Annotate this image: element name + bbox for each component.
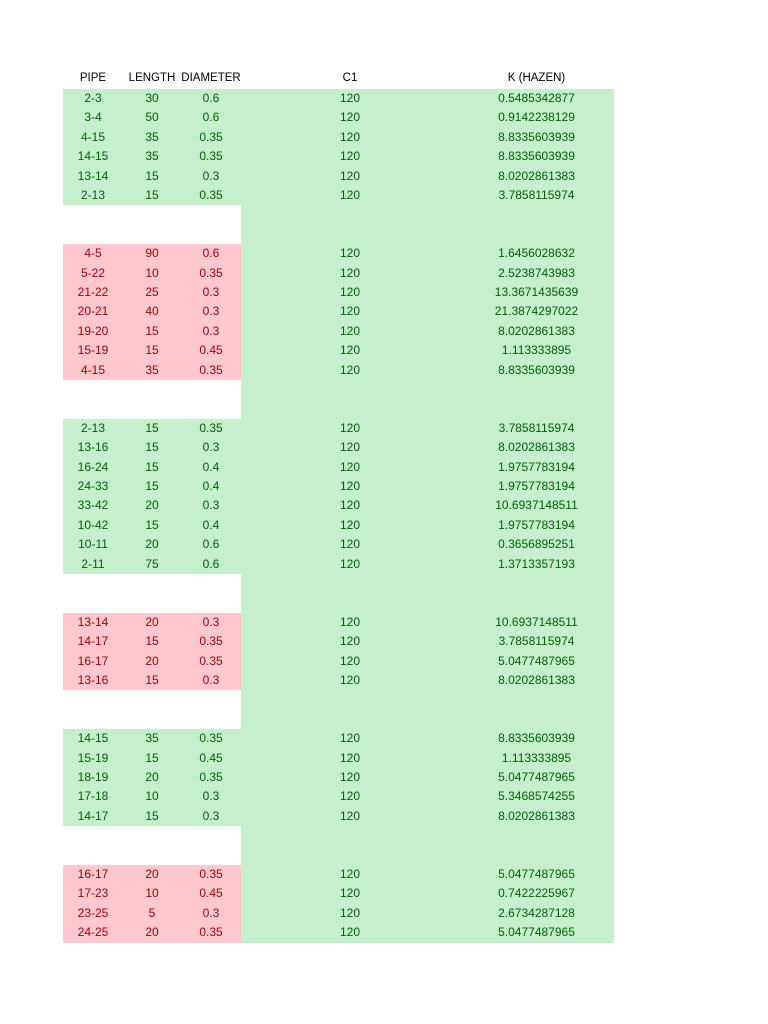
- pipe-cell: 20-21: [77, 304, 109, 319]
- blank-row: [63, 826, 614, 845]
- pipe-cell: 18-19: [77, 770, 109, 784]
- blank-row: [63, 399, 614, 418]
- c1-cell: 120: [339, 265, 361, 280]
- k-hazen-cell: 8.8335603939: [498, 149, 575, 164]
- diameter-cell: 0.35: [199, 731, 223, 746]
- length-cell: 20: [145, 925, 159, 940]
- k-hazen-cell: 13.3671435639: [494, 285, 579, 299]
- blank-row: [63, 690, 614, 709]
- row-fill-left: [63, 574, 241, 593]
- c1-cell: 120: [339, 129, 361, 144]
- diameter-cell: 0.3: [202, 440, 220, 455]
- length-cell: 35: [145, 149, 159, 164]
- k-hazen-cell: 1.9757783194: [498, 459, 575, 474]
- c1-cell: 120: [339, 770, 361, 784]
- diameter-cell: 0.45: [199, 750, 223, 765]
- length-cell: 75: [145, 556, 159, 571]
- length-cell: 35: [145, 129, 159, 144]
- k-hazen-cell: 8.0202861383: [498, 808, 575, 823]
- c1-cell: 120: [339, 750, 361, 765]
- diameter-cell: 0.35: [199, 149, 223, 164]
- length-cell: 15: [145, 479, 159, 493]
- diameter-cell: 0.35: [199, 188, 223, 202]
- k-hazen-cell: 8.0202861383: [498, 440, 575, 455]
- c1-cell: 120: [339, 149, 361, 164]
- c1-cell: 120: [339, 886, 361, 901]
- k-hazen-cell: 8.0202861383: [498, 323, 575, 338]
- length-cell: 15: [145, 459, 159, 474]
- diameter-cell: 0.6: [202, 110, 220, 125]
- row-fill-right: [241, 710, 614, 729]
- table-row: [63, 632, 614, 651]
- row-fill-right: [241, 826, 614, 845]
- pipe-cell: 13-14: [77, 614, 109, 629]
- c1-cell: 120: [339, 634, 361, 649]
- c1-cell: 120: [339, 323, 361, 338]
- length-cell: 15: [145, 343, 159, 358]
- diameter-cell: 0.6: [202, 91, 220, 105]
- row-fill-left: [63, 225, 241, 244]
- blank-row: [63, 846, 614, 865]
- diameter-cell: 0.35: [199, 925, 223, 940]
- c1-cell: 120: [339, 517, 361, 532]
- length-cell: 35: [145, 362, 159, 377]
- pipe-cell: 10-42: [77, 517, 109, 532]
- k-hazen-cell: 3.7858115974: [498, 634, 575, 649]
- k-hazen-cell: 2.6734287128: [498, 905, 575, 920]
- diameter-cell: 0.4: [202, 479, 220, 493]
- table-row: [63, 671, 614, 690]
- pipe-cell: 13-16: [77, 440, 109, 455]
- table-row: [63, 535, 614, 554]
- length-cell: 15: [145, 168, 159, 183]
- length-cell: 15: [145, 517, 159, 532]
- k-hazen-cell: 5.0477487965: [498, 925, 575, 940]
- blank-row: [63, 710, 614, 729]
- length-cell: 15: [145, 673, 159, 687]
- pipe-cell: 4-15: [80, 362, 106, 377]
- header-row: [63, 69, 614, 88]
- row-fill-left: [63, 710, 241, 729]
- length-cell: 20: [145, 537, 159, 552]
- c1-cell: 120: [339, 168, 361, 183]
- c1-cell: 120: [339, 479, 361, 493]
- diameter-cell: 0.35: [199, 362, 223, 377]
- length-cell: 5: [148, 905, 156, 920]
- diameter-cell: 0.3: [202, 498, 220, 513]
- length-cell: 15: [145, 750, 159, 765]
- diameter-cell: 0.3: [202, 905, 220, 920]
- blank-row: [63, 380, 614, 399]
- header-pipe: PIPE: [79, 72, 107, 84]
- pipe-cell: 3-4: [84, 110, 102, 125]
- length-cell: 20: [145, 867, 159, 881]
- table-row: [63, 768, 614, 787]
- diameter-cell: 0.6: [202, 556, 220, 571]
- table-row: [63, 555, 614, 574]
- pipe-cell: 24-25: [77, 925, 109, 940]
- length-cell: 15: [145, 323, 159, 338]
- row-fill-right: [241, 574, 614, 593]
- length-cell: 10: [145, 789, 159, 804]
- c1-cell: 120: [339, 285, 361, 299]
- table-row: [63, 283, 614, 302]
- k-hazen-cell: 8.8335603939: [498, 731, 575, 746]
- table-row: [63, 341, 614, 360]
- pipe-cell: 4-5: [84, 246, 102, 261]
- k-hazen-cell: 10.6937148511: [495, 614, 578, 629]
- diameter-cell: 0.3: [202, 285, 220, 299]
- k-hazen-cell: 21.3874297022: [494, 304, 579, 319]
- table-row: [63, 458, 614, 477]
- length-cell: 15: [145, 420, 159, 435]
- k-hazen-cell: 0.7422225967: [498, 886, 575, 901]
- diameter-cell: 0.3: [202, 168, 220, 183]
- c1-cell: 120: [339, 905, 361, 920]
- diameter-cell: 0.3: [202, 304, 220, 319]
- row-fill-left: [63, 593, 241, 612]
- length-cell: 30: [145, 91, 159, 105]
- k-hazen-cell: 2.5238743983: [498, 265, 575, 280]
- header-diameter: DIAMETER: [181, 72, 241, 84]
- pipe-cell: 23-25: [77, 905, 109, 920]
- table-row: [63, 128, 614, 147]
- c1-cell: 120: [339, 304, 361, 319]
- table-row: [63, 865, 614, 884]
- k-hazen-cell: 3.7858115974: [498, 420, 575, 435]
- pipe-cell: 4-15: [80, 129, 106, 144]
- length-cell: 15: [145, 440, 159, 455]
- diameter-cell: 0.35: [199, 770, 223, 784]
- length-cell: 10: [145, 886, 159, 901]
- table-row: [63, 729, 614, 748]
- length-cell: 35: [145, 731, 159, 746]
- pipe-cell: 33-42: [77, 498, 109, 513]
- pipe-cell: 17-23: [77, 886, 109, 901]
- diameter-cell: 0.3: [202, 808, 220, 823]
- table-row: [63, 884, 614, 903]
- pipe-cell: 16-17: [77, 867, 109, 881]
- diameter-cell: 0.4: [202, 459, 220, 474]
- diameter-cell: 0.3: [202, 673, 220, 687]
- length-cell: 25: [145, 285, 159, 299]
- c1-cell: 120: [339, 614, 361, 629]
- c1-cell: 120: [339, 925, 361, 940]
- k-hazen-cell: 8.8335603939: [498, 362, 575, 377]
- row-fill-right: [241, 846, 614, 865]
- pipe-cell: 14-17: [77, 808, 109, 823]
- row-fill-right: [241, 399, 614, 418]
- table-row: [63, 904, 614, 923]
- diameter-cell: 0.3: [202, 323, 220, 338]
- row-fill-right: [241, 205, 614, 224]
- blank-row: [63, 225, 614, 244]
- pipe-cell: 2-13: [80, 188, 106, 202]
- c1-cell: 120: [339, 110, 361, 125]
- length-cell: 10: [145, 265, 159, 280]
- length-cell: 20: [145, 770, 159, 784]
- table-row: [63, 419, 614, 438]
- row-fill-left: [63, 380, 241, 399]
- diameter-cell: 0.45: [199, 886, 223, 901]
- blank-row: [63, 205, 614, 224]
- table-row: [63, 477, 614, 496]
- k-hazen-cell: 1.9757783194: [498, 479, 575, 493]
- diameter-cell: 0.35: [199, 265, 223, 280]
- diameter-cell: 0.35: [199, 129, 223, 144]
- table-row: [63, 787, 614, 806]
- length-cell: 20: [145, 498, 159, 513]
- c1-cell: 120: [339, 789, 361, 804]
- length-cell: 40: [145, 304, 159, 319]
- header-length: LENGTH: [128, 72, 176, 84]
- c1-cell: 120: [339, 537, 361, 552]
- pipe-cell: 10-11: [78, 537, 108, 552]
- table-row: [63, 652, 614, 671]
- length-cell: 90: [145, 246, 159, 261]
- table-row: [63, 516, 614, 535]
- k-hazen-cell: 1.113333895: [501, 343, 572, 358]
- table-row: [63, 167, 614, 186]
- k-hazen-cell: 1.3713357193: [498, 556, 575, 571]
- table-row: [63, 89, 614, 108]
- table-row: [63, 264, 614, 283]
- length-cell: 15: [145, 808, 159, 823]
- c1-cell: 120: [339, 343, 361, 358]
- table-row: [63, 807, 614, 826]
- k-hazen-cell: 1.9757783194: [498, 517, 575, 532]
- k-hazen-cell: 5.0477487965: [498, 653, 575, 668]
- c1-cell: 120: [339, 459, 361, 474]
- c1-cell: 120: [339, 653, 361, 668]
- row-fill-right: [241, 593, 614, 612]
- table-row: [63, 108, 614, 127]
- diameter-cell: 0.4: [202, 517, 220, 532]
- c1-cell: 120: [339, 420, 361, 435]
- length-cell: 20: [145, 614, 159, 629]
- pipe-cell: 14-15: [77, 149, 109, 164]
- diameter-cell: 0.3: [202, 614, 220, 629]
- k-hazen-cell: 5.3468574255: [498, 789, 575, 804]
- table-row: [63, 302, 614, 321]
- row-fill-left: [63, 205, 241, 224]
- table-row: [63, 438, 614, 457]
- row-fill-right: [241, 690, 614, 709]
- row-fill-right: [241, 380, 614, 399]
- c1-cell: 120: [339, 91, 361, 105]
- row-fill-right: [241, 225, 614, 244]
- pipe-cell: 5-22: [80, 265, 106, 280]
- length-cell: 15: [145, 634, 159, 649]
- k-hazen-cell: 8.0202861383: [498, 168, 575, 183]
- table-row: [63, 749, 614, 768]
- table-row: [63, 186, 614, 205]
- row-fill-left: [63, 826, 241, 845]
- table-row: [63, 496, 614, 515]
- pipe-cell: 14-15: [77, 731, 109, 746]
- pipe-cell: 19-20: [77, 323, 109, 338]
- diameter-cell: 0.45: [199, 343, 223, 358]
- row-fill-left: [63, 846, 241, 865]
- pipe-cell: 16-24: [77, 459, 109, 474]
- c1-cell: 120: [339, 556, 361, 571]
- c1-cell: 120: [339, 188, 361, 202]
- pipe-cell: 13-14: [77, 168, 109, 183]
- c1-cell: 120: [339, 731, 361, 746]
- c1-cell: 120: [339, 498, 361, 513]
- c1-cell: 120: [339, 362, 361, 377]
- pipe-cell: 16-17: [77, 653, 109, 668]
- diameter-cell: 0.6: [202, 246, 220, 261]
- k-hazen-cell: 0.5485342877: [498, 91, 575, 105]
- c1-cell: 120: [339, 867, 361, 881]
- c1-cell: 120: [339, 246, 361, 261]
- table-row: [63, 244, 614, 263]
- row-fill-left: [63, 690, 241, 709]
- diameter-cell: 0.35: [199, 420, 223, 435]
- table-row: [63, 147, 614, 166]
- k-hazen-cell: 1.6456028632: [498, 246, 575, 261]
- table-row: [63, 613, 614, 632]
- row-fill-left: [63, 399, 241, 418]
- k-hazen-cell: 8.0202861383: [498, 673, 575, 687]
- blank-row: [63, 574, 614, 593]
- k-hazen-cell: 8.8335603939: [498, 129, 575, 144]
- k-hazen-cell: 3.7858115974: [498, 188, 575, 202]
- header-k-hazen: K (HAZEN): [507, 72, 566, 84]
- length-cell: 20: [145, 653, 159, 668]
- header-c1: C1: [342, 72, 358, 84]
- pipe-cell: 2-11: [81, 556, 105, 571]
- c1-cell: 120: [339, 673, 361, 687]
- pipe-cell: 15-19: [77, 343, 109, 358]
- k-hazen-cell: 5.0477487965: [498, 770, 575, 784]
- table-row: [63, 923, 614, 942]
- k-hazen-cell: 0.3656895251: [498, 537, 575, 552]
- pipe-cell: 15-19: [77, 750, 109, 765]
- pipe-cell: 2-13: [80, 420, 106, 435]
- k-hazen-cell: 1.113333895: [501, 750, 572, 765]
- diameter-cell: 0.35: [199, 634, 223, 649]
- pipe-cell: 17-18: [77, 789, 109, 804]
- length-cell: 15: [145, 188, 159, 202]
- pipe-cell: 2-3: [84, 91, 102, 105]
- diameter-cell: 0.3: [202, 789, 220, 804]
- diameter-cell: 0.6: [202, 537, 220, 552]
- diameter-cell: 0.35: [199, 867, 223, 881]
- diameter-cell: 0.35: [199, 653, 223, 668]
- k-hazen-cell: 10.6937148511: [495, 498, 578, 513]
- blank-row: [63, 593, 614, 612]
- c1-cell: 120: [339, 440, 361, 455]
- table-row: [63, 322, 614, 341]
- pipe-cell: 13-16: [77, 673, 109, 687]
- pipe-cell: 21-22: [77, 285, 109, 299]
- length-cell: 50: [145, 110, 159, 125]
- k-hazen-cell: 0.9142238129: [498, 110, 575, 125]
- table-row: [63, 361, 614, 380]
- k-hazen-cell: 5.0477487965: [498, 867, 575, 881]
- pipe-cell: 14-17: [77, 634, 109, 649]
- pipe-cell: 24-33: [77, 479, 109, 493]
- c1-cell: 120: [339, 808, 361, 823]
